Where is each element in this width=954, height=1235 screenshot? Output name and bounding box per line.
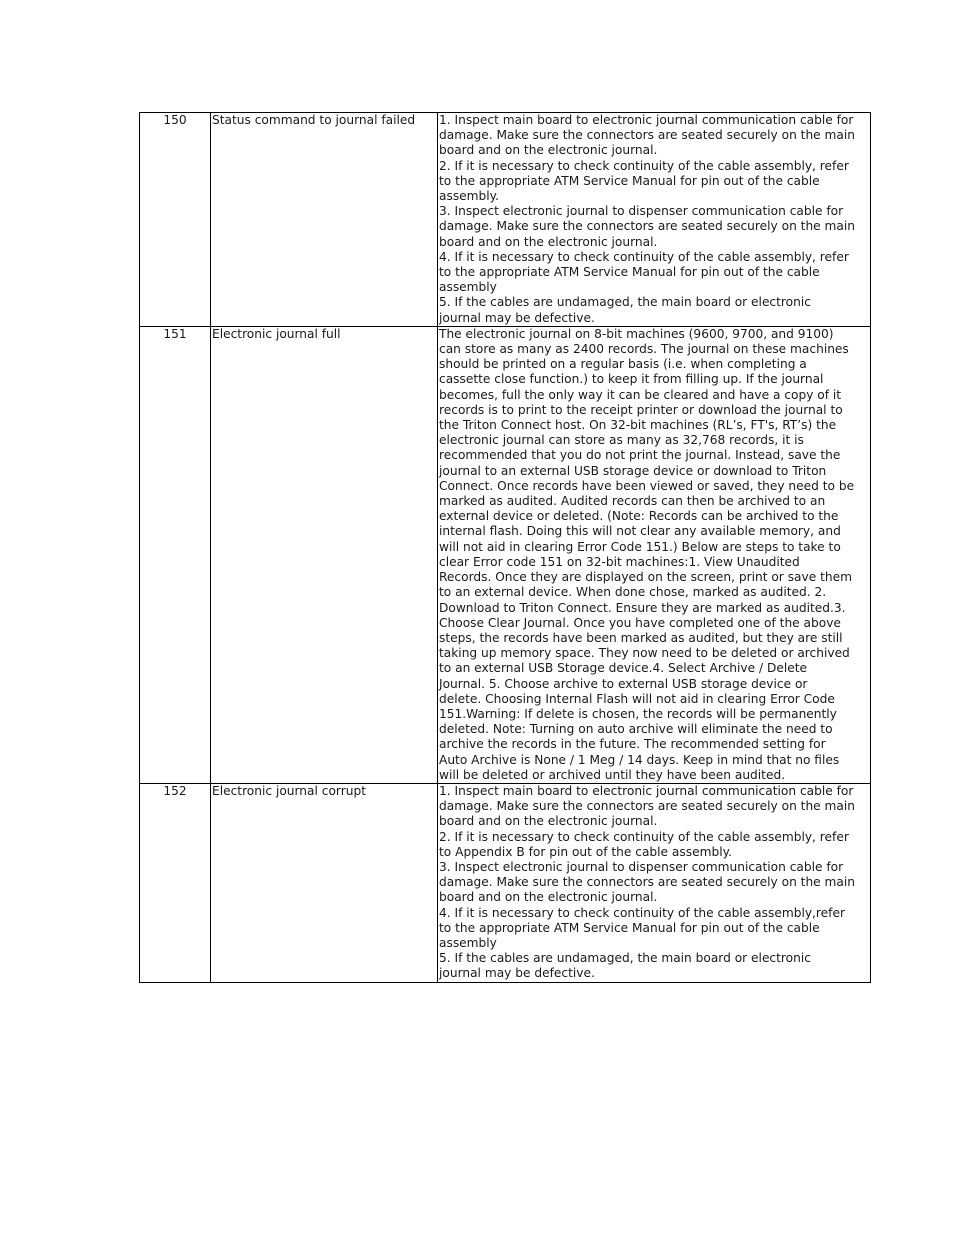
action-text-line: journal may be defective. — [439, 310, 595, 325]
error-description-cell: Electronic journal corrupt — [211, 783, 438, 982]
action-text-line: 5. If the cables are undamaged, the main board or electronic — [439, 951, 811, 966]
action-text-line: 1. Inspect main board to electronic journal communication cable for — [439, 113, 854, 127]
action-text-line: board and on the electronic journal. — [439, 814, 658, 829]
action-text-line: Records. Once they are displayed on the screen, print or save them — [439, 570, 852, 585]
action-text-line: damage. Make sure the connectors are seated securely on the main — [439, 219, 855, 234]
action-text-line: Choose Clear Journal. Once you have completed one of the above — [439, 615, 841, 630]
corrective-action-cell — [438, 783, 871, 982]
action-text-line: Connect. Once records have been viewed or saved, they need to be — [439, 478, 855, 493]
error-description-cell: Electronic journal full — [211, 326, 438, 783]
action-text-line: 151.Warning: If delete is chosen, the records will be permanently — [439, 706, 837, 721]
action-text-line: marked as audited. Audited records can then be archived to an — [439, 494, 826, 509]
action-text-line: journal to an external USB storage device or download to Triton — [439, 463, 827, 478]
action-text-line: to an external device. When done chose, marked as audited. 2. — [439, 585, 827, 600]
action-text-line: 3. Inspect electronic journal to dispenser communication cable for — [439, 204, 844, 219]
action-text-line: the Triton Connect host. On 32-bit machines (RL’s, FT's, RT’s) the — [439, 418, 837, 433]
action-text-line: to an external USB Storage device.4. Select Archive / Delete — [439, 661, 808, 676]
table-row — [140, 783, 871, 982]
action-text-line: records is to print to the receipt printer or download the journal to — [439, 402, 843, 417]
action-text-line: to the appropriate ATM Service Manual for pin out of the cable — [439, 265, 820, 280]
action-text-line: delete. Choosing Internal Flash will not aid in clearing Error Code — [439, 691, 835, 706]
corrective-action-cell — [438, 113, 871, 327]
action-text-line: cassette close function.) to keep it from filling up. If the journal — [439, 372, 824, 387]
action-text-line: damage. Make sure the connectors are seated securely on the main — [439, 128, 855, 143]
action-text-line: steps, the records have been marked as audited, but they are still — [439, 630, 843, 645]
action-text-line: 2. If it is necessary to check continuity of the cable assembly, refer — [439, 829, 849, 844]
action-text-line: will be deleted or archived until they have been audited. — [439, 767, 786, 782]
action-text-line: to the appropriate ATM Service Manual for pin out of the cable — [439, 920, 820, 935]
action-text-line: Journal. 5. Choose archive to external USB storage device or — [439, 676, 808, 691]
action-text-line: Download to Triton Connect. Ensure they are marked as audited.3. — [439, 600, 846, 615]
action-text-line: damage. Make sure the connectors are seated securely on the main — [439, 799, 855, 814]
action-text-line: internal flash. Doing this will not clear any available memory, and — [439, 524, 841, 539]
action-text-line: should be printed on a regular basis (i.e. when completing a — [439, 357, 807, 372]
action-text-line: Auto Archive is None / 1 Meg / 14 days. Keep in mind that no files — [439, 752, 840, 767]
action-text-line: recommended that you do not print the journal. Instead, save the — [439, 448, 841, 463]
corrective-action-cell — [438, 326, 871, 783]
error-code-cell: 151 — [140, 326, 211, 783]
error-description-cell: Status command to journal failed — [211, 113, 438, 327]
action-text-line: will not aid in clearing Error Code 151.) Below are steps to take to — [439, 539, 841, 554]
action-text-line: archive the records in the future. The recommended setting for — [439, 737, 826, 752]
action-text-line: 1. Inspect main board to electronic journal communication cable for — [439, 783, 854, 798]
table-row — [140, 326, 871, 783]
action-text-line: assembly — [439, 935, 497, 950]
action-text-line: external device or deleted. (Note: Records can be archived to the — [439, 509, 839, 524]
action-text-line: can store as many as 2400 records. The journal on these machines — [439, 342, 849, 357]
error-code-cell: 152 — [140, 783, 211, 982]
action-text-line: damage. Make sure the connectors are seated securely on the main — [439, 875, 855, 890]
action-text-line: 4. If it is necessary to check continuity of the cable assembly, refer — [439, 249, 849, 264]
action-text-line: taking up memory space. They now need to be deleted or archived — [439, 646, 850, 661]
action-text-line: journal may be defective. — [439, 966, 595, 981]
action-text-line: 5. If the cables are undamaged, the main board or electronic — [439, 295, 811, 310]
action-text-line: assembly. — [439, 189, 500, 204]
action-text-line: board and on the electronic journal. — [439, 234, 658, 249]
action-text-line: becomes, full the only way it can be cleared and have a copy of it — [439, 387, 842, 402]
action-text-line: 2. If it is necessary to check continuity of the cable assembly, refer — [439, 158, 849, 173]
error-code-cell: 150 — [140, 113, 211, 327]
action-text-line: assembly — [439, 280, 497, 295]
action-text-line: to Appendix B for pin out of the cable assembly. — [439, 844, 732, 859]
action-text-line: board and on the electronic journal. — [439, 143, 658, 158]
table-row — [140, 113, 871, 327]
error-code-table — [139, 112, 871, 983]
action-text-line: The electronic journal on 8-bit machines (9600, 9700, and 9100) — [439, 326, 834, 341]
action-text-line: 4. If it is necessary to check continuity of the cable assembly,refer — [439, 905, 845, 920]
action-text-line: board and on the electronic journal. — [439, 890, 658, 905]
action-text-line: 3. Inspect electronic journal to dispenser communication cable for — [439, 859, 844, 874]
action-text-line: electronic journal can store as many as 32,768 records, it is — [439, 433, 804, 448]
action-text-line: deleted. Note: Turning on auto archive will eliminate the need to — [439, 722, 833, 737]
action-text-line: to the appropriate ATM Service Manual for pin out of the cable — [439, 173, 820, 188]
action-text-line: clear Error code 151 on 32-bit machines:1. View Unaudited — [439, 554, 800, 569]
